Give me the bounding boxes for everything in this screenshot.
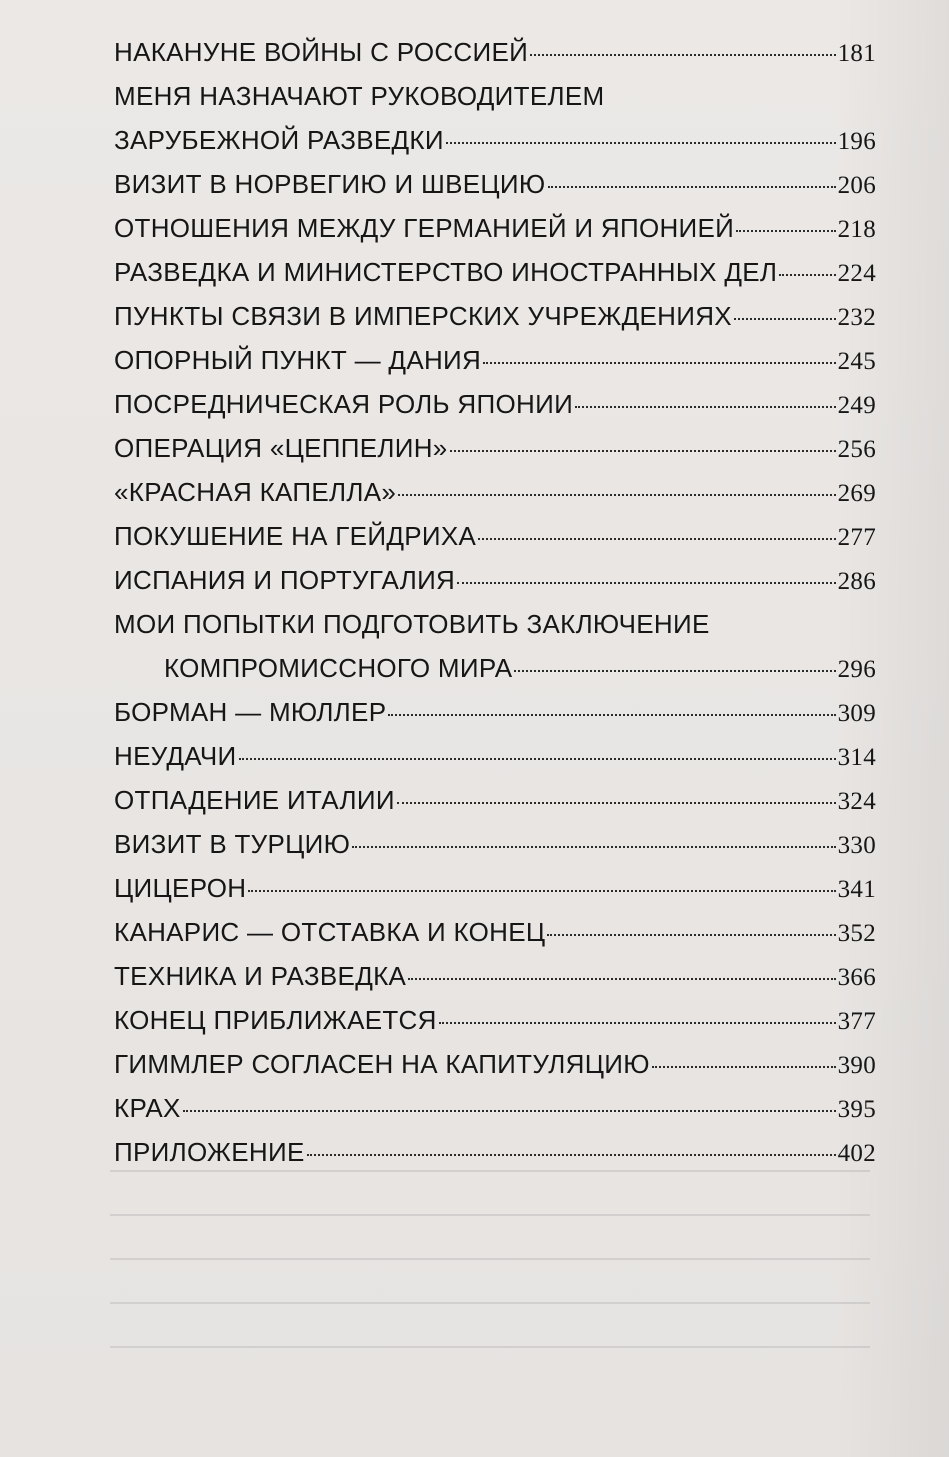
dot-leader xyxy=(439,1022,836,1024)
toc-entry-page: 296 xyxy=(837,656,876,683)
dot-leader xyxy=(514,670,835,672)
toc-entry-page: 341 xyxy=(837,876,876,903)
toc-entry-title: МЕНЯ НАЗНАЧАЮТ РУКОВОДИТЕЛЕМ xyxy=(114,81,605,111)
toc-entry xyxy=(114,470,876,514)
dot-leader xyxy=(248,890,835,892)
dot-leader xyxy=(457,582,835,584)
dot-leader xyxy=(478,538,835,540)
dot-leader xyxy=(779,274,835,276)
toc-entry xyxy=(114,338,876,382)
dot-leader xyxy=(446,142,836,144)
toc-entry xyxy=(114,866,876,910)
dot-leader xyxy=(408,978,835,980)
toc-entry-title: ИСПАНИЯ И ПОРТУГАЛИЯ xyxy=(114,565,456,595)
toc-entry xyxy=(114,426,876,470)
toc-entry-title: ЦИЦЕРОН xyxy=(114,873,247,903)
toc-entry-page: 269 xyxy=(837,480,876,507)
toc-entry xyxy=(114,1042,876,1086)
toc-entry-page: 277 xyxy=(837,524,876,551)
toc-entry-page: 309 xyxy=(837,700,876,727)
dot-leader xyxy=(734,318,836,320)
toc-entry-title: ПУНКТЫ СВЯЗИ В ИМПЕРСКИХ УЧРЕЖДЕНИЯХ xyxy=(114,301,732,331)
toc-entry xyxy=(114,250,876,294)
toc-entry xyxy=(114,382,876,426)
toc-entry-title: ПОСРЕДНИЧЕСКАЯ РОЛЬ ЯПОНИИ xyxy=(114,389,574,419)
toc-entry xyxy=(114,30,876,74)
toc-entry-title: ГИММЛЕР СОГЛАСЕН НА КАПИТУЛЯЦИЮ xyxy=(114,1049,650,1079)
toc-entry xyxy=(114,162,876,206)
toc-entry-page: 232 xyxy=(837,304,876,331)
toc-entry-title: ВИЗИТ В ТУРЦИЮ xyxy=(114,829,351,859)
toc-entry xyxy=(114,778,876,822)
toc-entry-page: 256 xyxy=(837,436,876,463)
dot-leader xyxy=(307,1154,836,1156)
dot-leader xyxy=(183,1110,836,1112)
toc-entry xyxy=(114,514,876,558)
toc-entry-title: НАКАНУНЕ ВОЙНЫ С РОССИЕЙ xyxy=(114,37,529,67)
toc-entry-page: 366 xyxy=(837,964,876,991)
dot-leader xyxy=(548,186,836,188)
toc-entry xyxy=(114,74,876,162)
toc-entry xyxy=(114,910,876,954)
dot-leader xyxy=(547,934,835,936)
toc-entry-title: ПОКУШЕНИЕ НА ГЕЙДРИХА xyxy=(114,521,477,551)
toc-entry-page: 286 xyxy=(837,568,876,595)
dot-leader xyxy=(397,802,836,804)
toc-entry-title: МОИ ПОПЫТКИ ПОДГОТОВИТЬ ЗАКЛЮЧЕНИЕ xyxy=(114,609,710,639)
toc-entry-page: 224 xyxy=(837,260,876,287)
toc-entry-title: КРАХ xyxy=(114,1093,181,1123)
toc-entry-title: ОТНОШЕНИЯ МЕЖДУ ГЕРМАНИЕЙ И ЯПОНИЕЙ xyxy=(114,213,735,243)
toc-entry xyxy=(114,602,876,690)
toc-entry-page: 245 xyxy=(837,348,876,375)
toc-entry-page: 206 xyxy=(837,172,876,199)
toc-entry-page: 377 xyxy=(837,1008,876,1035)
dot-leader xyxy=(530,54,835,56)
toc-entry-page: 181 xyxy=(837,40,876,67)
dot-leader xyxy=(398,494,835,496)
toc-entry-page: 402 xyxy=(837,1140,876,1167)
toc-entry xyxy=(114,690,876,734)
toc-entry-page: 324 xyxy=(837,788,876,815)
toc-entry xyxy=(114,998,876,1042)
toc-entry-title-continued: ЗАРУБЕЖНОЙ РАЗВЕДКИ xyxy=(114,125,444,155)
toc-entry-page: 330 xyxy=(837,832,876,859)
dot-leader xyxy=(483,362,835,364)
show-through-text xyxy=(110,1170,870,1430)
dot-leader xyxy=(450,450,836,452)
toc-entry-page: 314 xyxy=(837,744,876,771)
dot-leader xyxy=(388,714,835,716)
toc-entry-title: КОНЕЦ ПРИБЛИЖАЕТСЯ xyxy=(114,1005,437,1035)
toc-entry-page: 196 xyxy=(837,128,876,155)
toc-entry-page: 395 xyxy=(837,1096,876,1123)
toc-entry xyxy=(114,1130,876,1174)
toc-entry-title: НЕУДАЧИ xyxy=(114,741,237,771)
toc-entry xyxy=(114,954,876,998)
toc-entry-title: ПРИЛОЖЕНИЕ xyxy=(114,1137,305,1167)
dot-leader xyxy=(575,406,836,408)
toc-entry-title: КАНАРИС — ОТСТАВКА И КОНЕЦ xyxy=(114,917,546,947)
toc-entry xyxy=(114,822,876,866)
dot-leader xyxy=(736,230,835,232)
toc-entry-title: ОПЕРАЦИЯ «ЦЕППЕЛИН» xyxy=(114,433,448,463)
toc-entry-title: ТЕХНИКА И РАЗВЕДКА xyxy=(114,961,407,991)
dot-leader xyxy=(352,846,835,848)
toc-entry-title: «КРАСНАЯ КАПЕЛЛА» xyxy=(114,477,397,507)
toc-entry-title: БОРМАН — МЮЛЛЕР xyxy=(114,697,387,727)
toc-entry-page: 249 xyxy=(837,392,876,419)
toc-entry-title: РАЗВЕДКА И МИНИСТЕРСТВО ИНОСТРАННЫХ ДЕЛ xyxy=(114,257,778,287)
toc-entry-title: ОТПАДЕНИЕ ИТАЛИИ xyxy=(114,785,395,815)
toc-entry xyxy=(114,734,876,778)
toc-entry-title: ОПОРНЫЙ ПУНКТ — ДАНИЯ xyxy=(114,345,482,375)
toc-entry-page: 390 xyxy=(837,1052,876,1079)
toc-entry-page: 352 xyxy=(837,920,876,947)
toc-entry xyxy=(114,1086,876,1130)
toc-entry-title-continued: КОМПРОМИССНОГО МИРА xyxy=(164,653,513,683)
dot-leader xyxy=(652,1066,836,1068)
dot-leader xyxy=(239,758,836,760)
toc-entry xyxy=(114,206,876,250)
toc-entry-page: 218 xyxy=(837,216,876,243)
toc-entry-title: ВИЗИТ В НОРВЕГИЮ И ШВЕЦИЮ xyxy=(114,169,546,199)
toc-entry xyxy=(114,558,876,602)
table-of-contents xyxy=(114,30,876,1174)
toc-entry xyxy=(114,294,876,338)
